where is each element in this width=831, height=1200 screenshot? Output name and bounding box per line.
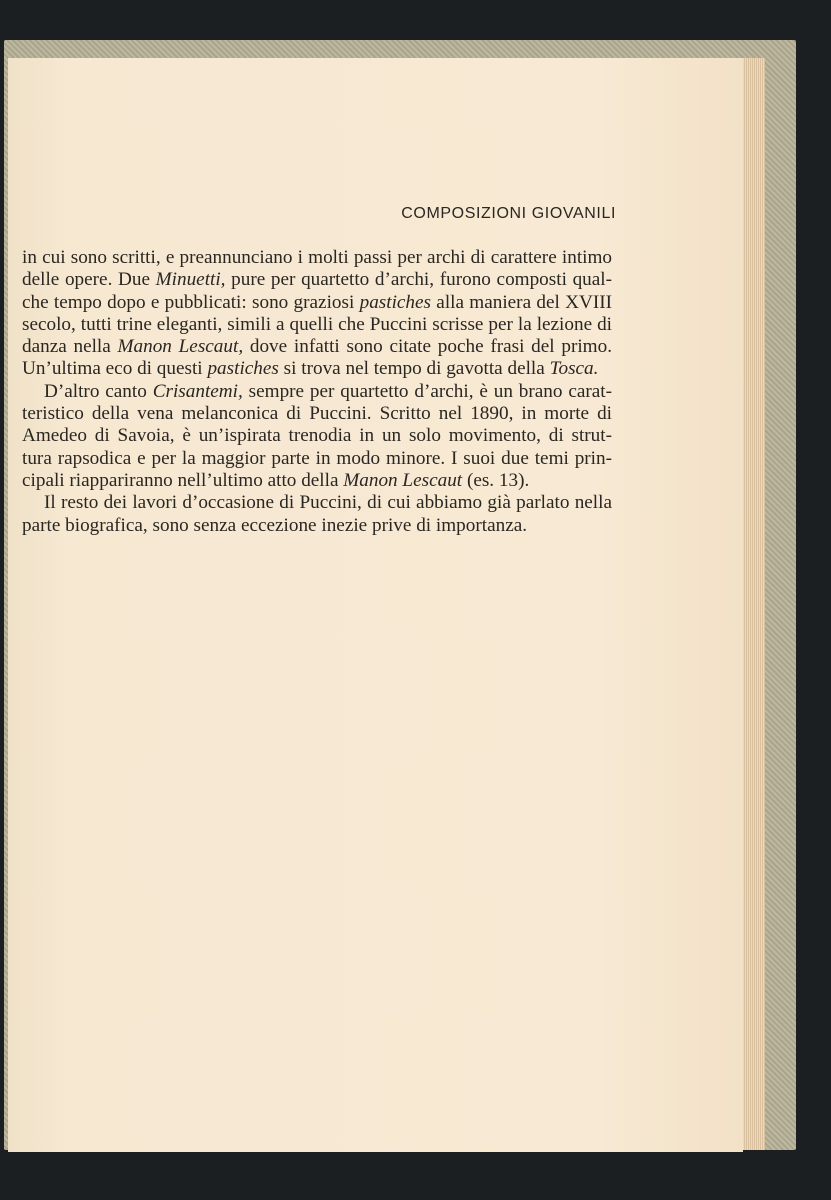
text-run: (es. 13). [462,469,530,491]
paragraph [22,247,612,381]
italic-run: Crisantemi, [152,380,243,402]
text-line [22,515,612,537]
text-run: Il resto dei lavori d’occasione di Puccini, di cui abbiamo già parlato nella [44,492,612,514]
text-line [22,314,612,336]
text-run: alla maniera del XVIII [431,291,612,313]
text-run: secolo, tutti trine eleganti, simili a quelli che Puccini scrisse per la lezione di [22,313,612,335]
book-page [8,58,743,1152]
text-line [22,448,612,470]
text-run: teristico della vena melanconica di Puccini. Scritto nel 1890, in morte di [22,403,612,425]
text-line [22,292,612,314]
text-run: delle opere. Due [22,269,156,291]
text-line [22,381,612,403]
text-run: D’altro canto [44,380,153,402]
text-line [22,470,612,492]
text-run: parte biografica, sono senza eccezione inezie prive di importanza. [22,514,528,536]
running-head: COMPOSIZIONI GIOVANILI [401,205,616,222]
text-run: Un’ultima eco di questi [22,358,208,380]
text-line [22,492,612,514]
text-run: che tempo dopo e pubblicati: sono graziosi [22,291,360,313]
text-line [22,425,612,447]
text-run: in cui sono scritti, e preannunciano i molti passi per archi di carattere intimo [22,247,612,268]
body-text [22,247,612,537]
text-line [22,336,612,358]
italic-run: Manon Lescaut [343,469,463,491]
text-line [22,247,612,269]
italic-run: Tosca. [549,358,599,380]
text-run: Amedeo di Savoia, è un’ispirata trenodia in un solo movimento, di strut- [22,425,612,447]
text-run: tura rapsodica e per la maggior parte in modo minore. I suoi due temi prin- [22,447,612,469]
text-run: pure per quartetto d’archi, furono composti qual- [225,269,612,291]
text-line [22,358,612,380]
text-run: dove infatti sono citate poche frasi del primo. [243,336,612,358]
italic-run: Manon Lescaut, [117,336,244,358]
paragraph [22,492,612,537]
text-line [22,269,612,291]
italic-run: pastiches [359,291,432,313]
italic-run: Minuetti, [155,269,226,291]
text-run: danza nella [22,336,118,358]
text-run: cipali riappariranno nell’ultimo atto della [22,469,344,491]
text-run: si trova nel tempo di gavotta della [278,358,550,380]
text-line [22,403,612,425]
paragraph [22,381,612,492]
text-run: sempre per quartetto d’archi, è un brano carat- [242,380,613,402]
italic-run: pastiches [207,358,279,380]
